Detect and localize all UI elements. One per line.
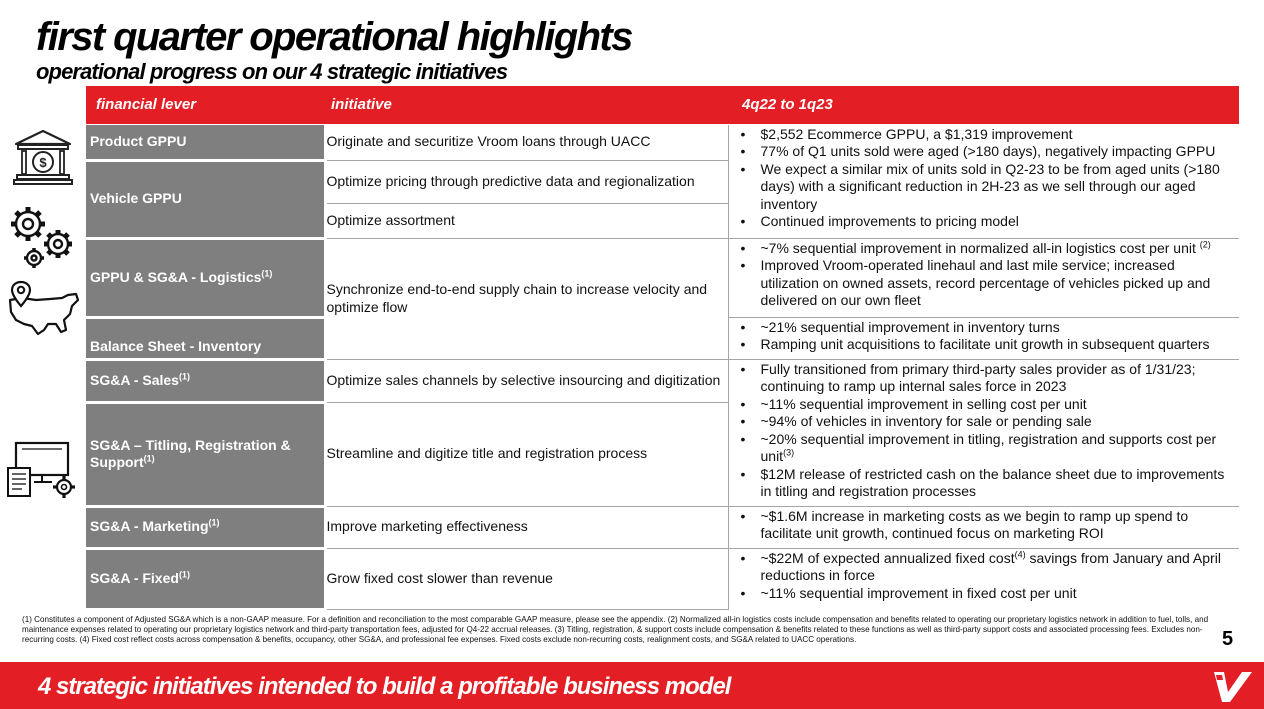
- list-item: • ~94% of vehicles in inventory for sale or pending sale: [737, 413, 1236, 431]
- highlights-gppu: [728, 124, 1239, 238]
- lever-marketing: [86, 506, 325, 548]
- initiative-assortment: Optimize assortment: [325, 203, 728, 238]
- vroom-logo: [1210, 668, 1254, 704]
- initiative-supply-chain: Synchronize end-to-end supply chain to increase velocity and optimize flow: [325, 238, 728, 359]
- footnote-ref: (3): [783, 447, 795, 458]
- footnote-ref: (1): [178, 569, 190, 580]
- list-item-text: ~7% sequential improvement in normalized all-in logistics cost per unit: [760, 239, 1200, 256]
- list-item: [737, 240, 1236, 258]
- table-row: [86, 506, 1239, 548]
- highlights-logistics: [728, 238, 1239, 317]
- footnote-ref: (1): [208, 517, 220, 528]
- highlights-marketing: [728, 506, 1239, 548]
- table-row: [86, 124, 1239, 160]
- footnote-ref: (4): [1014, 548, 1026, 559]
- gears-icon: [6, 200, 78, 272]
- list-item: • 77% of Q1 units sold were aged (>180 days), negatively impacting GPPU: [737, 143, 1236, 161]
- page-number: 5: [1222, 628, 1234, 650]
- lever-titling: [86, 402, 325, 506]
- list-item: • ~21% sequential improvement in inventory turns: [737, 319, 1236, 337]
- table-row: [86, 548, 1239, 609]
- page-title: first quarter operational highlights: [36, 15, 632, 59]
- initiative-title-process: Streamline and digitize title and registration process: [325, 402, 728, 506]
- list-item: • ~11% sequential improvement in selling cost per unit: [737, 396, 1236, 414]
- footnote-ref: (1): [143, 453, 155, 464]
- list-item: [737, 550, 1236, 585]
- lever-fixed: [86, 548, 325, 609]
- footnote-ref: (1): [261, 268, 273, 279]
- svg-text:$: $: [39, 155, 47, 170]
- column-header-initiative: initiative: [325, 86, 728, 124]
- list-item: • ~$1.6M increase in marketing costs as we begin to ramp up spend to facilitate unit growth, continued focus on marketing ROI: [737, 508, 1236, 543]
- footnote-ref: (1): [178, 371, 190, 382]
- column-header-period: 4q22 to 1q23: [728, 86, 1239, 124]
- lever-sales-label: SG&A - Sales: [90, 371, 179, 388]
- list-item-text: savings from January and April reductions in force: [760, 549, 1221, 583]
- list-item-text: ~$22M of expected annualized fixed cost: [760, 549, 1015, 566]
- list-item: • $12M release of restricted cash on the balance sheet due to improvements in titling and registration processes: [737, 466, 1236, 501]
- footnote-ref: (2): [1199, 238, 1211, 249]
- footnote-text: (1) Constitutes a component of Adjusted SG&A which is a non-GAAP measure. For a definition and reconciliation to the most comparable GAAP measure, please see the appendix. (2) Normalized all-in logistics costs include compensation and benefits related to operating our proprietary logistics network in addition to fuel, tolls, and maintenance expenses related to operating our proprietary logistics network and third-party transportation fees, adjusted for Q4-22 accrual releases. (3) Titling, registration, & support costs include compensation & benefits related to these functions as well as third-party support costs and associated processing fees. Excludes non-recurring costs. (4) Fixed cost reflect costs across compensation & benefits, occupancy, other SG&A, and professional fee expenses. Fixed costs exclude non-recurring costs, realignment costs, and SG&A related to UACC operations.: [22, 615, 1209, 644]
- highlights-table: [86, 86, 1239, 611]
- page-subtitle: operational progress on our 4 strategic initiatives: [36, 59, 508, 84]
- highlights-fixed: [728, 548, 1239, 609]
- initiative-sales-channels: Optimize sales channels by selective insourcing and digitization: [325, 359, 728, 402]
- bank-icon: [12, 128, 74, 186]
- lever-vehicle-gppu: Vehicle GPPU: [86, 160, 325, 238]
- lever-marketing-label: SG&A - Marketing: [90, 518, 209, 535]
- list-item: • Ramping unit acquisitions to facilitate unit growth in subsequent quarters: [737, 336, 1236, 354]
- table-header-row: [86, 86, 1239, 124]
- table-row: [86, 238, 1239, 317]
- lever-logistics-label: GPPU & SG&A - Logistics: [90, 268, 262, 285]
- initiative-pricing: Optimize pricing through predictive data and regionalization: [325, 160, 728, 203]
- list-item: • Improved Vroom-operated linehaul and last mile service; increased utilization on owned assets, record percentage of vehicles picked up and delivered on our own fleet: [737, 257, 1236, 310]
- lever-titling-label: SG&A – Titling, Registration & Support: [90, 436, 291, 470]
- list-item: • $2,552 Ecommerce GPPU, a $1,319 improvement: [737, 126, 1236, 144]
- lever-sales: [86, 359, 325, 402]
- computer-documents-icon: [6, 440, 78, 500]
- table-row: [86, 359, 1239, 402]
- list-item: • ~11% sequential improvement in fixed cost per unit: [737, 585, 1236, 603]
- list-item-text: ~20% sequential improvement in titling, registration and supports cost per unit: [760, 430, 1217, 464]
- lever-inventory: Balance Sheet - Inventory: [86, 317, 325, 359]
- initiative-marketing: Improve marketing effectiveness: [325, 506, 728, 548]
- highlights-inventory: [728, 317, 1239, 359]
- initiative-fixed-cost: Grow fixed cost slower than revenue: [325, 548, 728, 609]
- list-item: • We expect a similar mix of units sold in Q2-23 to be from aged units (>180 days) with a significant reduction in 2H-23 as we sell through our aged inventory: [737, 161, 1236, 214]
- initiative-uacc: Originate and securitize Vroom loans through UACC: [325, 124, 728, 160]
- footer-tagline: 4 strategic initiatives intended to build a profitable business model: [38, 673, 731, 700]
- lever-product-gppu: Product GPPU: [86, 124, 325, 160]
- list-item: • Fully transitioned from primary third-party sales provider as of 1/31/23; continuing to ramp up internal sales force in 2023: [737, 361, 1236, 396]
- highlights-sales-titling: [728, 359, 1239, 506]
- list-item: • Continued improvements to pricing model: [737, 213, 1236, 231]
- footer-banner: [0, 662, 1264, 709]
- column-header-financial-lever: financial lever: [86, 86, 325, 124]
- lever-fixed-label: SG&A - Fixed: [90, 569, 179, 586]
- list-item: [737, 431, 1236, 466]
- lever-logistics: [86, 238, 325, 317]
- us-map-pin-icon: [6, 280, 82, 342]
